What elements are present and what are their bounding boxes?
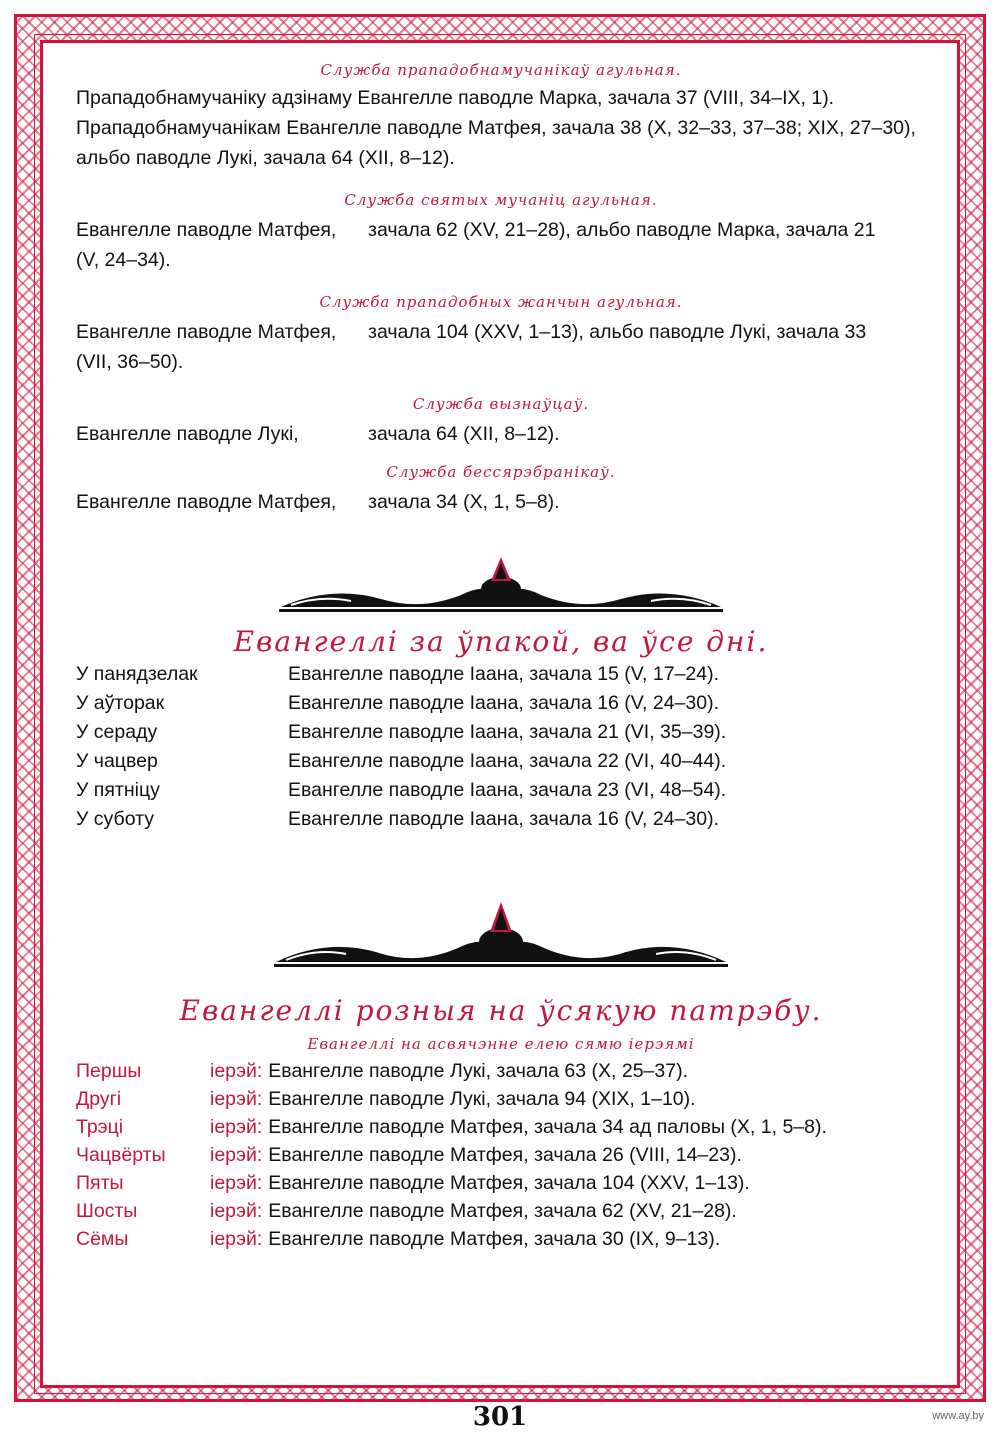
list-item — [76, 1225, 926, 1253]
priest-label: іерэй: — [210, 1060, 263, 1082]
ordinal-label: Сёмы — [76, 1228, 129, 1250]
section-heading: Служба прападобных жанчын агульная. — [319, 293, 683, 311]
day-label: У панядзелак — [76, 663, 198, 685]
reading-row — [76, 317, 926, 347]
list-item — [76, 1141, 926, 1169]
reading-ref: зачала 64 (XII, 8–12). — [368, 423, 560, 445]
reading-ref: Евангелле паводле Матфея, зачала 26 (VIII, 14–23). — [268, 1144, 742, 1166]
reading-source: Евангелле паводле Матфея, — [76, 219, 337, 241]
ordinal-label: Трэці — [76, 1116, 124, 1138]
reading-source: Евангелле паводле Матфея, — [76, 491, 337, 513]
day-label: У чацвер — [76, 750, 158, 772]
reading-ref: Евангелле паводле Іаана, зачала 21 (VI, 35–39). — [288, 721, 727, 743]
day-label: У суботу — [76, 808, 155, 830]
reading-row — [76, 215, 926, 245]
priest-label: іерэй: — [210, 1200, 263, 1222]
reading-ref: зачала 104 (XXV, 1–13), альбо паводле Лукі, зачала 33 — [368, 321, 867, 343]
list-item — [76, 1085, 926, 1113]
ordinal-label: Другі — [76, 1088, 122, 1110]
ordinal-label: Чацвёрты — [76, 1144, 166, 1166]
reading-ref: Евангелле паводле Іаана, зачала 23 (VI, 48–54). — [288, 779, 727, 801]
floral-ornament-icon — [266, 898, 736, 976]
reading-ref: Евангелле паводле Матфея, зачала 104 (XXV, 1–13). — [268, 1172, 750, 1194]
section-heading: Служба вызнаўцаў. — [412, 395, 590, 413]
reading-ref: Евангелле паводле Матфея, зачала 62 (XV, 21–28). — [268, 1200, 737, 1222]
section-heading: Служба прападобнамучанікаў агульная. — [320, 61, 682, 79]
reading-continuation: (V, 24–34). — [76, 249, 171, 271]
list-item — [76, 1113, 926, 1141]
priest-label: іерэй: — [210, 1116, 263, 1138]
list-item — [76, 805, 926, 834]
reading-ref: Евангелле паводле Іаана, зачала 22 (VI, 40–44). — [288, 750, 727, 772]
list-item — [76, 1169, 926, 1197]
section-title: Евангеллі за ўпакой, ва ўсе дні. — [233, 625, 769, 658]
list-item — [76, 660, 926, 689]
reading-source: Евангелле паводле Матфея, — [76, 321, 337, 343]
reading-row — [76, 419, 926, 449]
section-heading: Служба святых мучаніц агульная. — [344, 191, 658, 209]
page-content — [76, 55, 926, 1253]
reading-ref: зачала 62 (XV, 21–28), альбо паводле Марка, зачала 21 — [368, 219, 876, 241]
priest-list — [76, 1057, 926, 1253]
reading-ref: Евангелле паводле Лукі, зачала 94 (XIX, 1–10). — [268, 1088, 696, 1110]
day-label: У аўторак — [76, 692, 165, 714]
reading-ref: Евангелле паводле Іаана, зачала 16 (V, 24–30). — [288, 692, 719, 714]
priest-label: іерэй: — [210, 1172, 263, 1194]
weekday-list — [76, 660, 926, 834]
paragraph: Прападобнамучанікам Евангелле паводле Матфея, зачала 38 (X, 32–33, 37–38; XIX, 27–30), альбо паводле Лукі, зачала 64 (XII, 8–12). — [76, 117, 916, 169]
list-item — [76, 689, 926, 718]
floral-ornament-icon — [271, 555, 731, 619]
list-item — [76, 1057, 926, 1085]
priest-label: іерэй: — [210, 1228, 263, 1250]
reading-continuation: (VII, 36–50). — [76, 351, 184, 373]
day-label: У пятніцу — [76, 779, 160, 801]
reading-ref: Евангелле паводле Матфея, зачала 30 (IX, 9–13). — [268, 1228, 721, 1250]
priest-label: іерэй: — [210, 1088, 263, 1110]
list-item — [76, 776, 926, 805]
reading-ref: Евангелле паводле Іаана, зачала 15 (V, 17–24). — [288, 663, 719, 685]
ordinal-label: Шосты — [76, 1200, 138, 1222]
day-label: У сераду — [76, 721, 158, 743]
reading-ref: Евангелле паводле Лукі, зачала 63 (X, 25–37). — [268, 1060, 688, 1082]
section-subtitle: Евангеллі на асвячэнне елею сямю іерэямі — [307, 1035, 695, 1053]
reading-source: Евангелле паводле Лукі, — [76, 423, 299, 445]
reading-ref: Евангелле паводле Матфея, зачала 34 ад паловы (X, 1, 5–8). — [268, 1116, 827, 1138]
ordinal-label: Пяты — [76, 1172, 124, 1194]
list-item — [76, 1197, 926, 1225]
list-item — [76, 747, 926, 776]
list-item — [76, 718, 926, 747]
paragraph: Прападобнамучаніку адзінаму Евангелле паводле Марка, зачала 37 (VIII, 34–IX, 1). — [76, 87, 835, 109]
priest-label: іерэй: — [210, 1144, 263, 1166]
page-number: 301 — [472, 1402, 528, 1432]
ordinal-label: Першы — [76, 1060, 142, 1082]
reading-ref: Евангелле паводле Іаана, зачала 16 (V, 24–30). — [288, 808, 719, 830]
section-title: Евангеллі розныя на ўсякую патрэбу. — [179, 994, 823, 1027]
section-heading: Служба бессярэбранікаў. — [386, 463, 616, 481]
watermark: www.ay.by — [932, 1410, 984, 1422]
reading-ref: зачала 34 (X, 1, 5–8). — [368, 491, 560, 513]
reading-row — [76, 487, 926, 517]
